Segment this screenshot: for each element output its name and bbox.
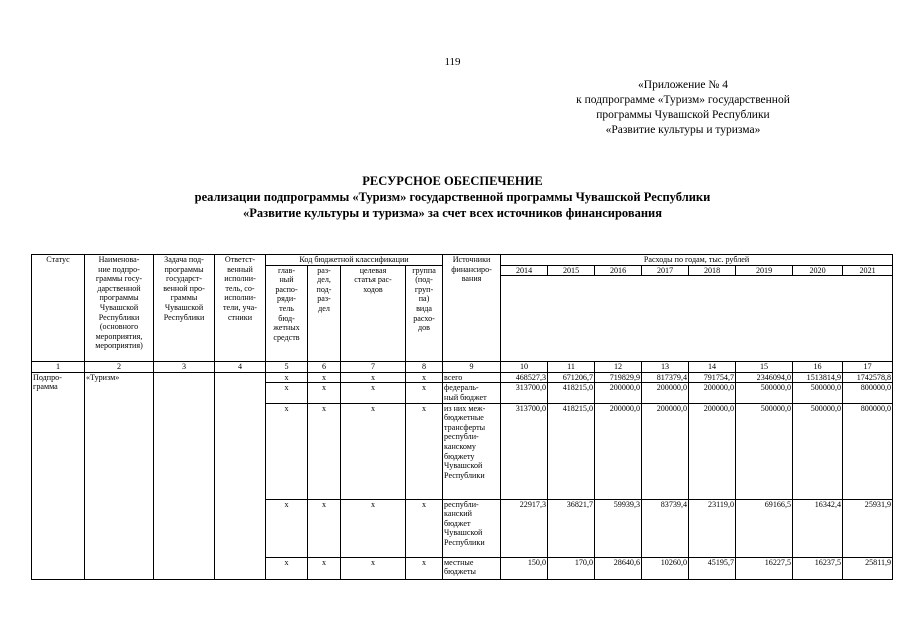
header-year: 2019: [736, 265, 793, 276]
code-cell: х: [406, 403, 443, 499]
code-cell: х: [341, 557, 406, 579]
value-cell: 16227,5: [736, 557, 793, 579]
code-cell: х: [341, 372, 406, 383]
column-number: 5: [266, 362, 308, 373]
page-number: 119: [444, 56, 461, 68]
value-cell: 170,0: [548, 557, 595, 579]
value-cell: 200000,0: [689, 383, 736, 403]
code-cell: х: [341, 383, 406, 403]
value-cell: 500000,0: [793, 383, 843, 403]
code-cell: х: [308, 383, 341, 403]
code-cell: х: [308, 372, 341, 383]
value-cell: 10260,0: [642, 557, 689, 579]
code-cell: х: [266, 403, 308, 499]
value-cell: 23119,0: [689, 499, 736, 557]
appendix-note: [523, 78, 843, 138]
value-cell: 1513814,9: [793, 372, 843, 383]
header-expenses: Расходы по годам, тыс. рублей: [501, 255, 893, 266]
value-cell: 791754,7: [689, 372, 736, 383]
value-cell: 500000,0: [736, 383, 793, 403]
header-responsible: Ответст- венный исполни- тель, со- исполни- тели, уча- стники: [215, 255, 266, 362]
appendix-line: «Приложение № 4: [638, 79, 728, 91]
column-number: 15: [736, 362, 793, 373]
header-target-article: целевая статья рас- ходов: [341, 265, 406, 362]
value-cell: 200000,0: [642, 403, 689, 499]
header-expense-group: группа (под- груп- па) вида расхо- дов: [406, 265, 443, 362]
code-cell: х: [341, 403, 406, 499]
code-cell: х: [308, 403, 341, 499]
header-year: 2020: [793, 265, 843, 276]
value-cell: 719829,9: [595, 372, 642, 383]
header-sources: Источники финансиро- вания: [443, 255, 501, 362]
column-number: 2: [85, 362, 154, 373]
responsible-cell: [215, 372, 266, 579]
column-number: 12: [595, 362, 642, 373]
appendix-line: к подпрограмме «Туризм» государственной: [576, 94, 790, 106]
resource-table: [31, 254, 893, 580]
value-cell: 468527,3: [501, 372, 548, 383]
value-cell: 200000,0: [595, 383, 642, 403]
header-year: 2015: [548, 265, 595, 276]
header-row-1: [32, 255, 893, 266]
header-year: 2021: [843, 265, 893, 276]
source-cell: республи- канский бюджет Чувашской Республики: [443, 499, 501, 557]
value-cell: 200000,0: [595, 403, 642, 499]
column-number: 4: [215, 362, 266, 373]
table-row: [32, 372, 893, 383]
name-cell: «Туризм»: [85, 372, 154, 579]
column-number: 10: [501, 362, 548, 373]
header-task: Задача под- программы государст- венной про- граммы Чувашской Республики: [154, 255, 215, 362]
code-cell: х: [266, 383, 308, 403]
title-line-1: РЕСУРСНОЕ ОБЕСПЕЧЕНИЕ: [362, 174, 543, 188]
header-year: 2014: [501, 265, 548, 276]
column-number: 11: [548, 362, 595, 373]
header-year: 2017: [642, 265, 689, 276]
header-years-spacer: [501, 276, 893, 362]
value-cell: 500000,0: [793, 403, 843, 499]
source-cell: местные бюджеты: [443, 557, 501, 579]
value-cell: 22917,3: [501, 499, 548, 557]
column-number: 9: [443, 362, 501, 373]
value-cell: 69166,5: [736, 499, 793, 557]
document-title: [0, 173, 905, 221]
value-cell: 200000,0: [642, 383, 689, 403]
value-cell: 313700,0: [501, 403, 548, 499]
column-number-row: [32, 362, 893, 373]
header-year: 2016: [595, 265, 642, 276]
value-cell: 500000,0: [736, 403, 793, 499]
value-cell: 418215,0: [548, 403, 595, 499]
value-cell: 28640,6: [595, 557, 642, 579]
column-number: 14: [689, 362, 736, 373]
value-cell: 59939,3: [595, 499, 642, 557]
value-cell: 313700,0: [501, 383, 548, 403]
task-cell: [154, 372, 215, 579]
value-cell: 150,0: [501, 557, 548, 579]
value-cell: 36821,7: [548, 499, 595, 557]
header-section: раз- дел, под- раз- дел: [308, 265, 341, 362]
value-cell: 800000,0: [843, 403, 893, 499]
column-number: 16: [793, 362, 843, 373]
code-cell: х: [341, 499, 406, 557]
value-cell: 25931,9: [843, 499, 893, 557]
column-number: 7: [341, 362, 406, 373]
source-cell: федераль- ный бюджет: [443, 383, 501, 403]
code-cell: х: [266, 557, 308, 579]
value-cell: 25811,9: [843, 557, 893, 579]
appendix-line: «Развитие культуры и туризма»: [605, 124, 761, 136]
code-cell: х: [406, 383, 443, 403]
appendix-line: программы Чувашской Республики: [596, 109, 770, 121]
title-line-2: реализации подпрограммы «Туризм» государственной программы Чувашской Республики: [194, 190, 711, 204]
header-chief-manager: глав- ный распо- ряди- тель бюд- жетных средств: [266, 265, 308, 362]
title-line-3: «Развитие культуры и туризма» за счет всех источников финансирования: [242, 206, 662, 220]
code-cell: х: [406, 372, 443, 383]
column-number: 17: [843, 362, 893, 373]
value-cell: 83739,4: [642, 499, 689, 557]
value-cell: 2346094,0: [736, 372, 793, 383]
column-number: 6: [308, 362, 341, 373]
code-cell: х: [266, 499, 308, 557]
header-budget-code: Код бюджетной классификации: [266, 255, 443, 266]
value-cell: 817379,4: [642, 372, 689, 383]
value-cell: 45195,7: [689, 557, 736, 579]
code-cell: х: [308, 557, 341, 579]
code-cell: х: [266, 372, 308, 383]
code-cell: х: [406, 499, 443, 557]
value-cell: 200000,0: [689, 403, 736, 499]
value-cell: 418215,0: [548, 383, 595, 403]
column-number: 1: [32, 362, 85, 373]
source-cell: из них меж- бюджетные трансферты республи- канскому бюджету Чувашской Республики: [443, 403, 501, 499]
column-number: 13: [642, 362, 689, 373]
value-cell: 800000,0: [843, 383, 893, 403]
code-cell: х: [308, 499, 341, 557]
header-status: Статус: [32, 255, 85, 362]
source-cell: всего: [443, 372, 501, 383]
value-cell: 671206,7: [548, 372, 595, 383]
column-number: 3: [154, 362, 215, 373]
column-number: 8: [406, 362, 443, 373]
header-name: Наименова- ние подпро- граммы госу- дарственной программы Чувашской Республики (основного мероприятия, мероприятия): [85, 255, 154, 362]
value-cell: 1742578,8: [843, 372, 893, 383]
value-cell: 16237,5: [793, 557, 843, 579]
status-cell: Подпро- грамма: [32, 372, 85, 579]
header-year: 2018: [689, 265, 736, 276]
value-cell: 16342,4: [793, 499, 843, 557]
code-cell: х: [406, 557, 443, 579]
